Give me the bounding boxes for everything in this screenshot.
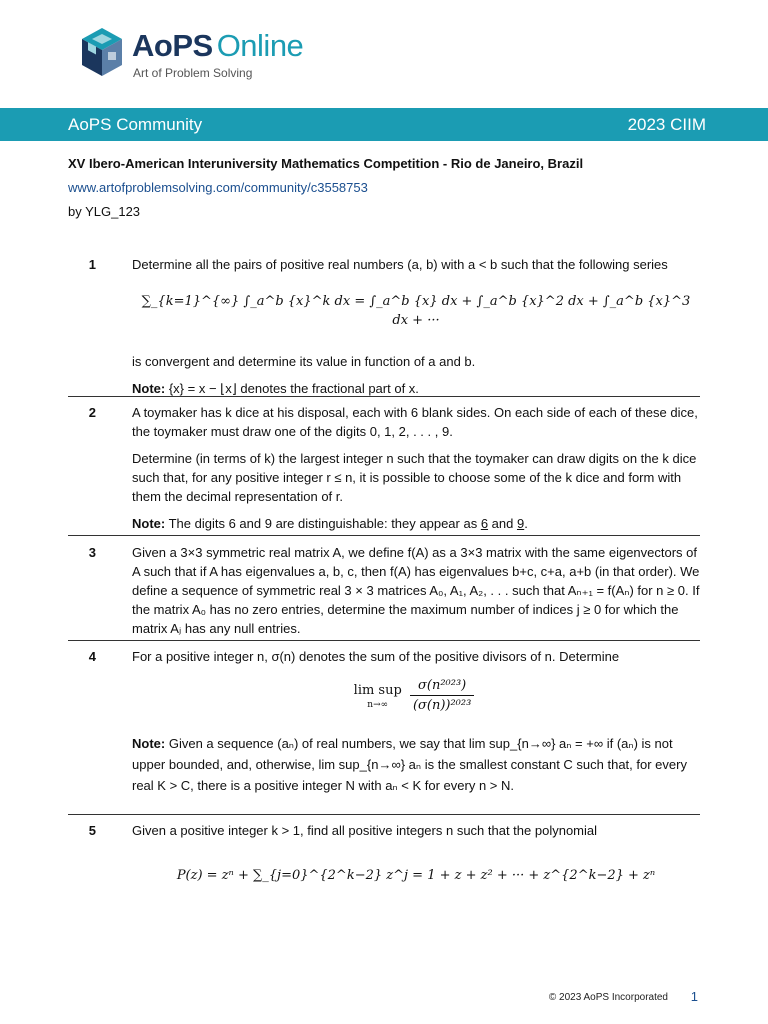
- divider: [68, 814, 700, 815]
- problem-intro: Given a positive integer k > 1, find all positive integers n such that the polynomial: [132, 823, 598, 838]
- polynomial-formula: P(z) = zⁿ + ∑_{j=0}^{2^k−2} z^j = 1 + z + z² + ··· + z^{2^k−2} + zⁿ: [176, 868, 656, 883]
- problem-body: [132, 255, 700, 406]
- divider: [68, 396, 700, 397]
- contest-url-link[interactable]: www.artofproblemsolving.com/community/c3558753: [68, 180, 368, 195]
- note-label: Note:: [132, 381, 166, 396]
- aops-logo: [80, 24, 340, 84]
- limsup-operator: lim sup: [353, 683, 402, 698]
- logo-tagline: Art of Problem Solving: [133, 66, 253, 80]
- banner-community: AoPS Community: [68, 115, 203, 134]
- problem-body: [132, 647, 700, 804]
- header-banner: [0, 108, 768, 141]
- problem-number: 4: [88, 649, 96, 664]
- problem-number: 3: [88, 545, 96, 560]
- problem-paragraph-1: A toymaker has k dice at his disposal, each with 6 blank sides. On each side of each of these dice, the toymaker must draw one of the digits 0, 1, 2, . . . , 9.: [132, 405, 698, 439]
- note-label: Note:: [132, 736, 166, 751]
- contest-author: by YLG_123: [68, 204, 141, 219]
- problem-body: [132, 403, 700, 541]
- problem-body: [132, 821, 700, 897]
- problem-number: 2: [88, 405, 96, 420]
- limsup-fraction: [410, 676, 474, 715]
- series-formula: ∑_{k=1}^{∞} ∫_a^b {x}^k dx = ∫_a^b {x} dx + ∫_a^b {x}^2 dx + ∫_a^b {x}^3 dx + ···: [141, 294, 691, 328]
- note-text: The digits 6 and 9 are distinguishable: they appear as: [168, 516, 481, 531]
- digit-six: 6: [480, 516, 489, 531]
- divider: [68, 535, 700, 536]
- problem-body: [132, 543, 700, 646]
- divider: [68, 640, 700, 641]
- banner-contest-code: 2023 CIIM: [627, 115, 706, 134]
- note-text: {x} = x − ⌊x⌋ denotes the fractional part of x.: [168, 381, 419, 396]
- problem-intro: Determine all the pairs of positive real numbers (a, b) with a < b such that the following series: [132, 257, 668, 272]
- problem-after: is convergent and determine its value in function of a and b.: [132, 354, 476, 369]
- limsup-formula: [132, 676, 700, 715]
- aops-cube-icon: [80, 26, 124, 78]
- note-text: Given a sequence (aₙ) of real numbers, we say that lim sup_{n→∞} aₙ = +∞ if (aₙ) is not upper bounded, and, otherwise, lim sup_{n→∞} aₙ is the smallest constant C such that, for every real K > C, there is a positive integer N with aₙ < K for every n > N.: [132, 736, 687, 793]
- page-number: 1: [690, 989, 698, 1004]
- limsup-subscript: n→∞: [367, 700, 389, 710]
- note-label: Note:: [132, 516, 166, 531]
- logo-brand: AoPS: [132, 28, 213, 63]
- problem-number: 1: [88, 257, 96, 272]
- note-and: and: [488, 516, 517, 531]
- logo-product: Online: [216, 28, 304, 63]
- fraction-denominator: (σ(n))²⁰²³: [412, 698, 472, 713]
- problem-number: 5: [88, 823, 96, 838]
- fraction-numerator: σ(n²⁰²³): [410, 676, 474, 696]
- footer-copyright: © 2023 AoPS Incorporated: [548, 992, 668, 1003]
- problem-text: Given a 3×3 symmetric real matrix A, we define f(A) as a 3×3 matrix with the same eigenvectors of A such that if A has eigenvalues a, b, c, then f(A) has eigenvalues b+c, c+a, a+b (in that order). We define a sequence of symmetric real 3 × 3 matrices A₀, A₁, A₂, . . . such that Aₙ₊₁ = f(Aₙ) for n ≥ 0. If the matrix A₀ has no zero entries, determine the maximum number of indices j ≥ 0 for which the matrix Aⱼ has any null entries.: [132, 545, 700, 636]
- problem-paragraph-2: Determine (in terms of k) the largest integer n such that the toymaker can draw digits on the k dice such that, for any positive integer r ≤ n, it is possible to choose some of the k dice and form with them the decimal representation of r.: [132, 451, 697, 504]
- digit-nine: 9: [516, 516, 525, 531]
- note-dot: .: [524, 516, 528, 531]
- problem-intro: For a positive integer n, σ(n) denotes the sum of the positive divisors of n. Determine: [132, 649, 620, 664]
- logo-wordmark: [132, 28, 303, 64]
- contest-title: XV Ibero-American Interuniversity Mathematics Competition - Rio de Janeiro, Brazil: [68, 156, 584, 171]
